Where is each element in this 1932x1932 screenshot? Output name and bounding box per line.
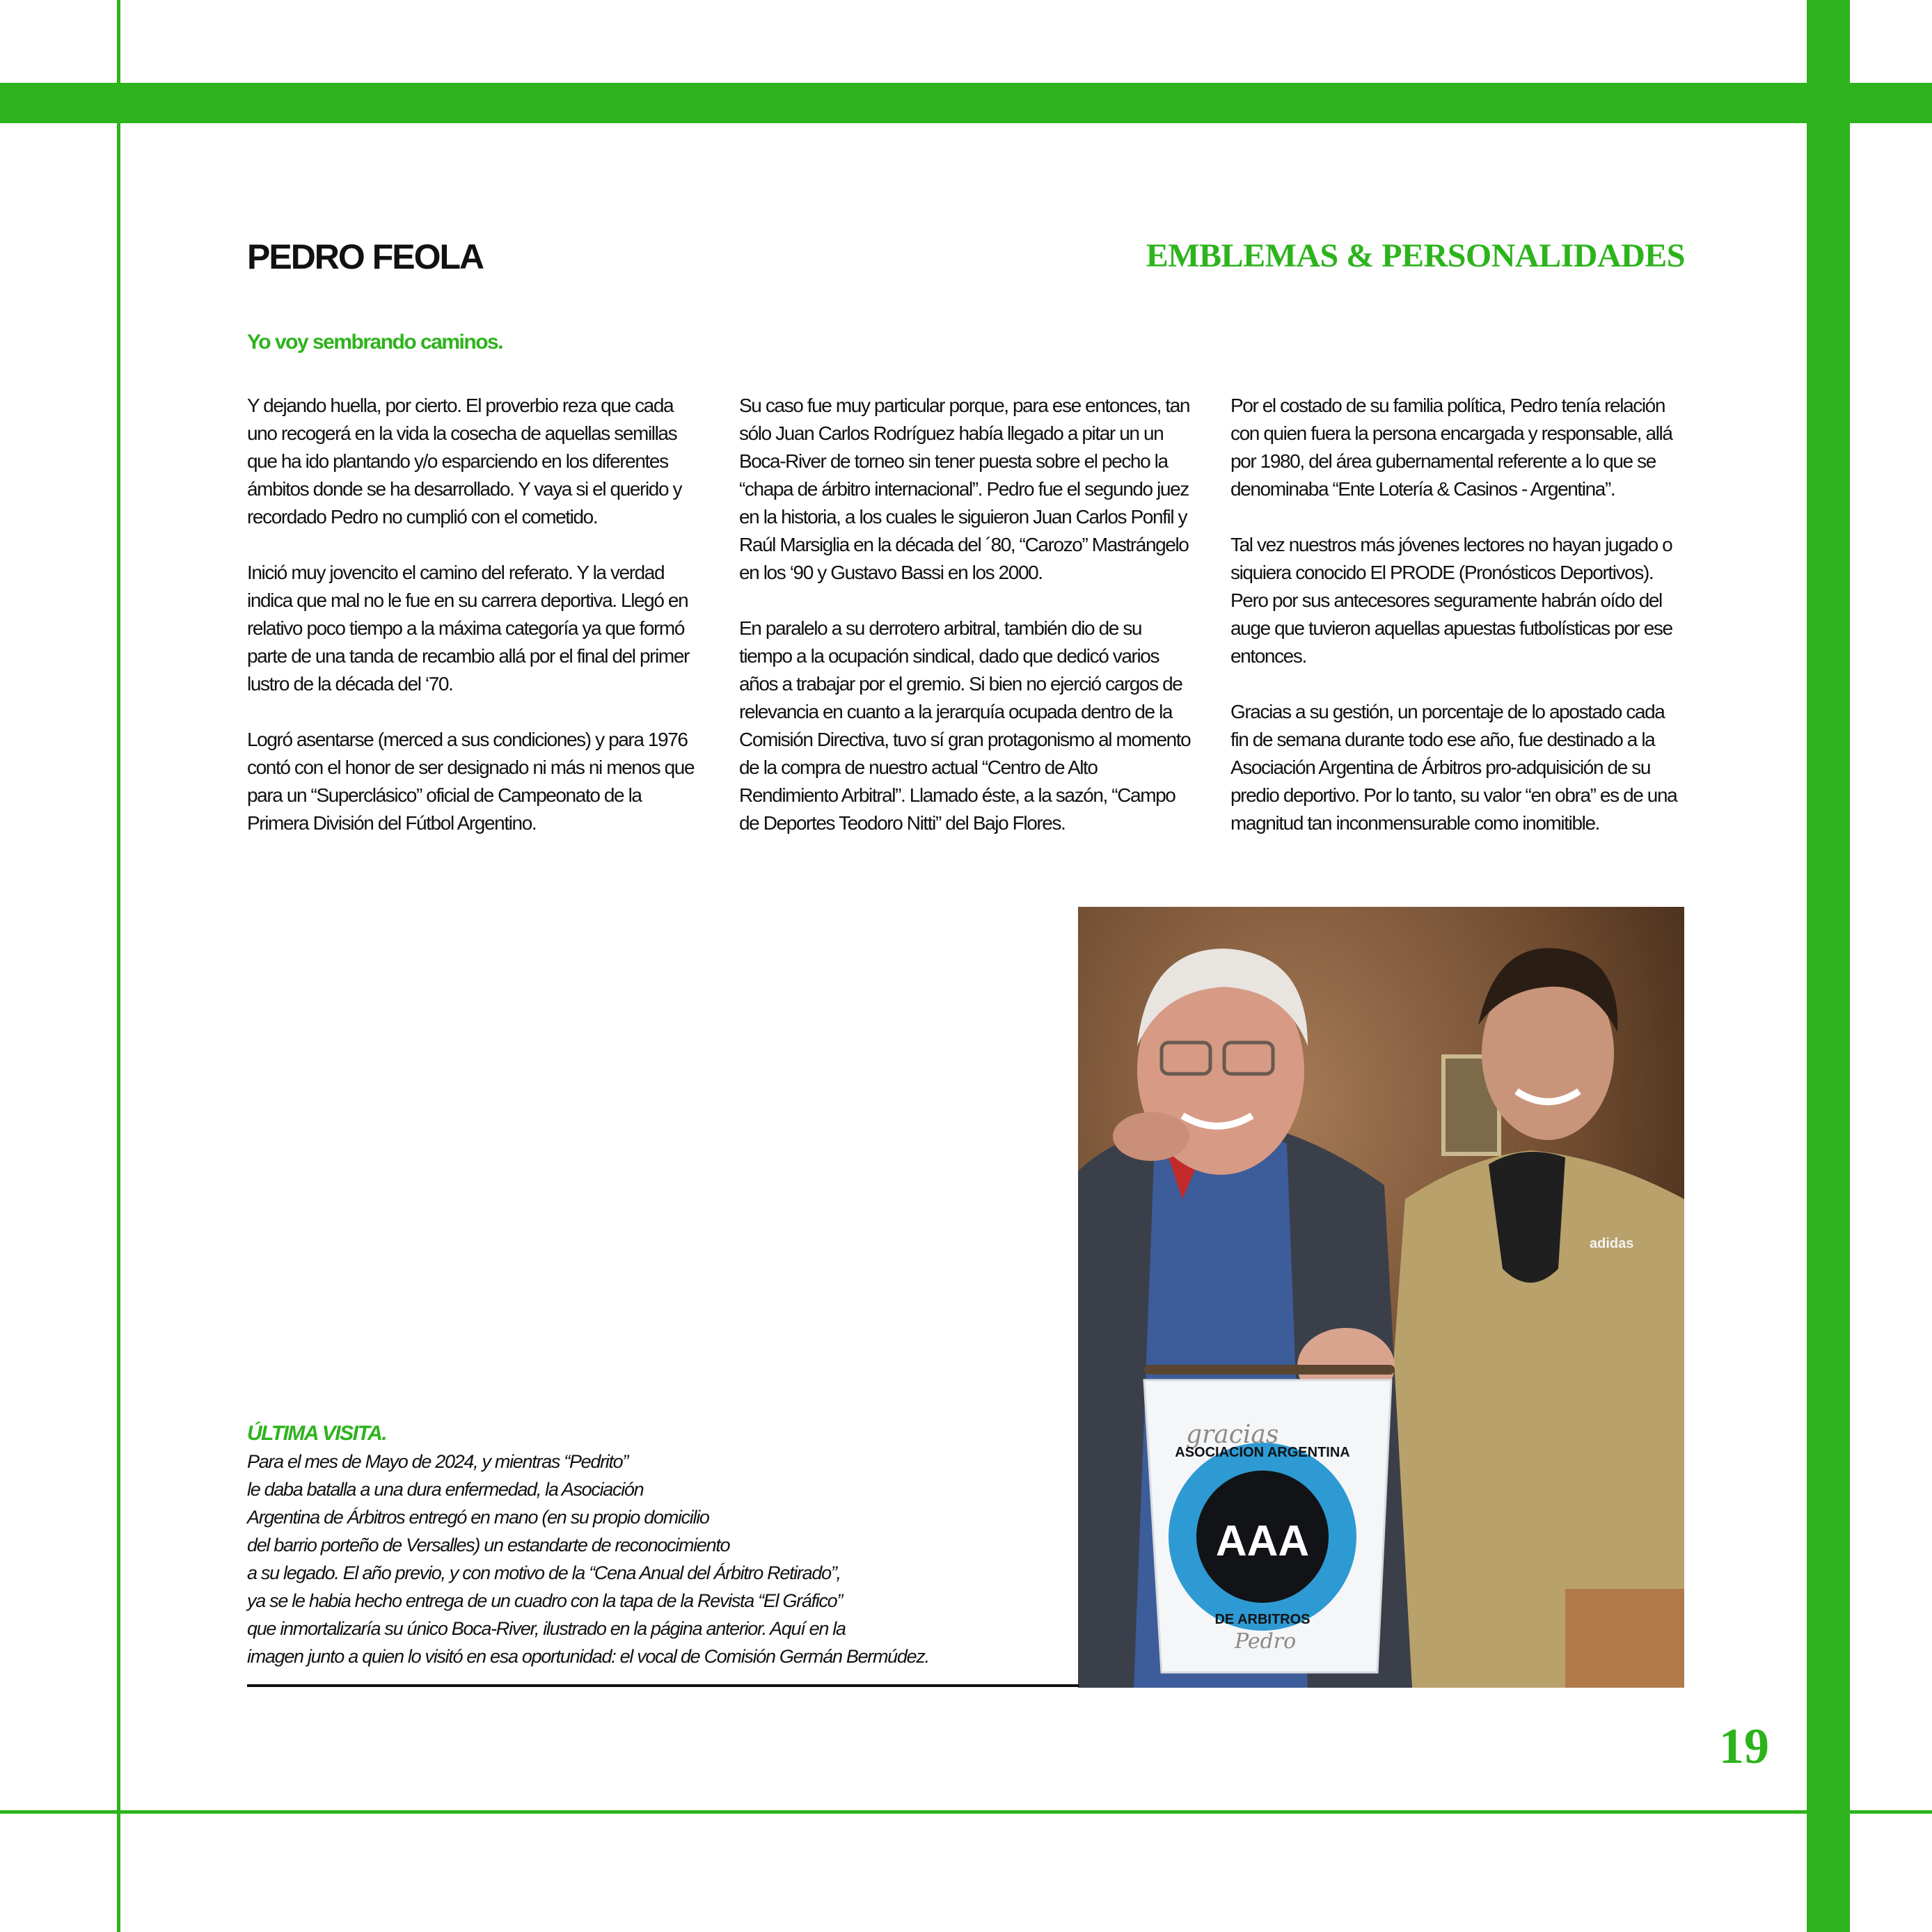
jacket-logo: adidas: [1590, 1236, 1634, 1251]
paragraph: Por el costado de su familia política, Pedro tenía relación con quien fuera la persona encargada y responsable, allá por 1980, del área gubernamental referente a lo que se denominaba “Ente Lotería & Casinos - Argentina”.: [1230, 395, 1672, 500]
right-man-trousers: [1565, 1589, 1684, 1688]
photo-caption: [247, 1420, 1047, 1670]
caption-line: que inmortalizaría su único Boca-River, ilustrado en la página anterior. Aquí en la: [247, 1618, 846, 1639]
pennant-handwriting: gracias: [1186, 1420, 1279, 1449]
paragraph: Logró asentarse (merced a sus condiciones) y para 1976 contó con el honor de ser designado ni más ni menos que para un “Superclásico” oficial de Campeonato de la Primera División del Fútbol Argentino.: [247, 729, 695, 834]
bottom-green-line: [0, 1810, 1932, 1814]
paragraph: Su caso fue muy particular porque, para ese entonces, tan sólo Juan Carlos Rodríguez había llegado a pitar un un Boca-River de torneo sin tener puesta sobre el pecho la “chapa de árbitro internacional”. Pedro fue el segundo juez en la historia, a los cuales le siguieron Juan Carlos Ponfil y Raúl Marsiglia en la década del ´80, “Carozo” Mastrángelo en los ‘90 y Gustavo Bassi en los 2000.: [739, 395, 1190, 583]
caption-line: del barrio porteño de Versalles) un estandarte de reconocimiento: [247, 1535, 730, 1555]
top-green-bar: [0, 83, 1932, 123]
caption-line: Argentina de Árbitros entregó en mano (en su propio domicilio: [247, 1507, 709, 1528]
pennant-pole: [1144, 1365, 1395, 1375]
article-subhead: Yo voy sembrando caminos.: [247, 331, 503, 354]
caption-line: ya se le habia hecho entrega de un cuadro con la tapa de la Revista “El Gráfico”: [247, 1590, 843, 1611]
paragraph: En paralelo a su derrotero arbitral, también dio de su tiempo a la ocupación sindical, dado que dedicó varios años a trabajar por el gremio. Si bien no ejerció cargos de relevancia en cuanto a la jerarquía ocupada dentro de la Comisión Directiva, tuvo sí gran protagonismo al momento de la compra de nuestro actual “Centro de Alto Rendimiento Arbitral”. Llamado éste, a la sazón, “Campo de Deportes Teodoro Nitti” del Bajo Flores.: [739, 617, 1191, 834]
caption-line: imagen junto a quien lo visitó en esa oportunidad: el vocal de Comisión Germán Bermúdez.: [247, 1646, 929, 1667]
right-green-bar: [1807, 0, 1850, 1932]
article-column-3: [1230, 392, 1686, 865]
article-column-1: [247, 392, 703, 865]
caption-line: Para el mes de Mayo de 2024, y mientras “Pedrito”: [247, 1451, 628, 1472]
page-title: PEDRO FEOLA: [247, 237, 484, 276]
section-title: EMBLEMAS & PERSONALIDADES: [1146, 237, 1685, 274]
pennant-signature: Pedro: [1235, 1629, 1297, 1654]
article-column-2: [739, 392, 1195, 865]
article-photo: [1078, 907, 1684, 1688]
pennant-monogram: AAA: [1215, 1517, 1310, 1565]
caption-line: a su legado. El año previo, y con motivo de la “Cena Anual del Árbitro Retirado”,: [247, 1562, 841, 1583]
page-number: 19: [1719, 1718, 1769, 1774]
photo-illustration: [1078, 907, 1684, 1688]
caption-title: ÚLTIMA VISITA.: [247, 1422, 387, 1445]
left-green-line: [117, 0, 120, 1932]
paragraph: Gracias a su gestión, un porcentaje de lo apostado cada fin de semana durante todo ese año, fue destinado a la Asociación Argentina de Árbitros pro-adquisición de su predio deportivo. Por lo tanto, su valor “en obra” es de una magnitud tan inconmensurable como inomitible.: [1230, 701, 1677, 834]
paragraph: Tal vez nuestros más jóvenes lectores no hayan jugado o siquiera conocido El PRODE (Pronósticos Deportivos). Pero por sus antecesores seguramente habrán oído del auge que tuvieron aquellas apuestas futbolísticas por ese entonces.: [1230, 534, 1672, 667]
paragraph: Y dejando huella, por cierto. El proverbio reza que cada uno recogerá en la vida la cosecha de aquellas semillas que ha ido plantando y/o esparciendo en los diferentes ámbitos donde se ha desarrollado. Y vaya si el querido y recordado Pedro no cumplió con el cometido.: [247, 395, 682, 528]
pennant-ring-bottom-text: DE ARBITROS: [1214, 1612, 1311, 1627]
caption-rule: [247, 1684, 1079, 1687]
right-man-hand-on-shoulder: [1113, 1112, 1189, 1161]
caption-line: le daba batalla a una dura enfermedad, la Asociación: [247, 1479, 644, 1500]
pennant-ring-top-text: ASOCIACION ARGENTINA: [1175, 1445, 1350, 1460]
paragraph: Inició muy jovencito el camino del referato. Y la verdad indica que mal no le fue en su carrera deportiva. Llegó en relativo poco tiempo a la máxima categoría ya que formó parte de una tanda de recambio allá por el final del primer lustro de la década del ‘70.: [247, 562, 689, 695]
